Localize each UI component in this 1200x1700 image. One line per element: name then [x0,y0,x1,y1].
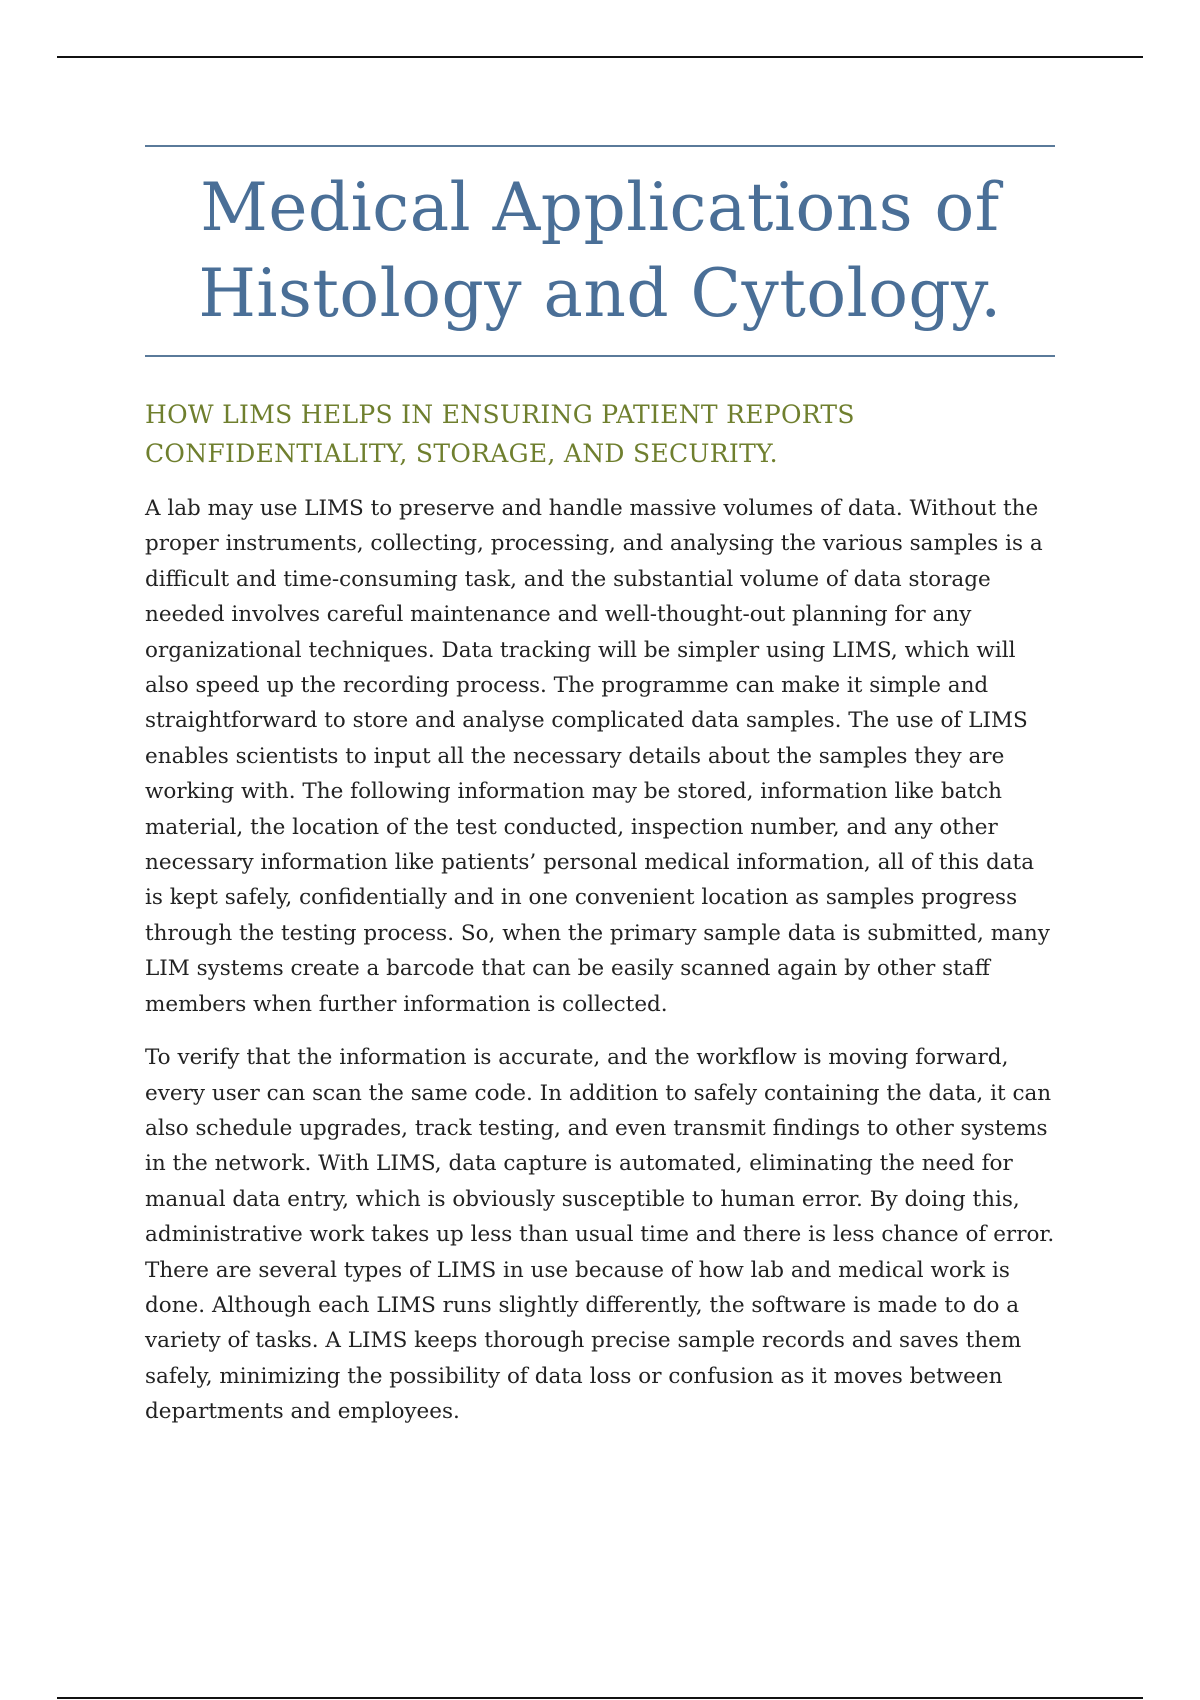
title-block [145,145,1055,357]
body-paragraph-2: To verify that the information is accurate, and the workflow is moving forward, every user can scan the same code. In addition to safely containing the data, it can also schedule upgrades, track testing, and even transmit findings to other systems in the network. With LIMS, data capture is automated, eliminating the need for manual data entry, which is obviously susceptible to human error. By doing this, administrative work takes up less than usual time and there is less chance of error. There are several types of LIMS in use because of how lab and medical work is done. Although each LIMS runs slightly differently, the software is made to do a variety of tasks. A LIMS keeps thorough precise sample records and saves them safely, minimizing the possibility of data loss or confusion as it moves between departments and employees. [145,1045,1055,1425]
section-heading: HOW LIMS HELPS IN ENSURING PATIENT REPORTS CONFIDENTIALITY, STORAGE, AND SECURITY. [145,400,855,468]
page-top-rule [57,56,1143,58]
document-title: Medical Applications of Histology and Cytology. [198,169,1002,332]
document-body [145,145,1055,1430]
page-bottom-rule [57,1697,1143,1699]
body-paragraph-1: A lab may use LIMS to preserve and handle massive volumes of data. Without the proper instruments, collecting, processing, and analysing the various samples is a difficult and time-consuming task, and the substantial volume of data storage needed involves careful maintenance and well-thought-out planning for any organizational techniques. Data tracking will be simpler using LIMS, which will also speed up the recording process. The programme can make it simple and straightforward to store and analyse complicated data samples. The use of LIMS enables scientists to input all the necessary details about the samples they are working with. The following information may be stored, information like batch material, the location of the test conducted, inspection number, and any other necessary information like patients’ personal medical information, all of this data is kept safely, confidentially and in one convenient location as samples progress through the testing process. So, when the primary sample data is submitted, many LIM systems create a barcode that can be easily scanned again by other staff members when further information is collected. [145,496,1050,1017]
